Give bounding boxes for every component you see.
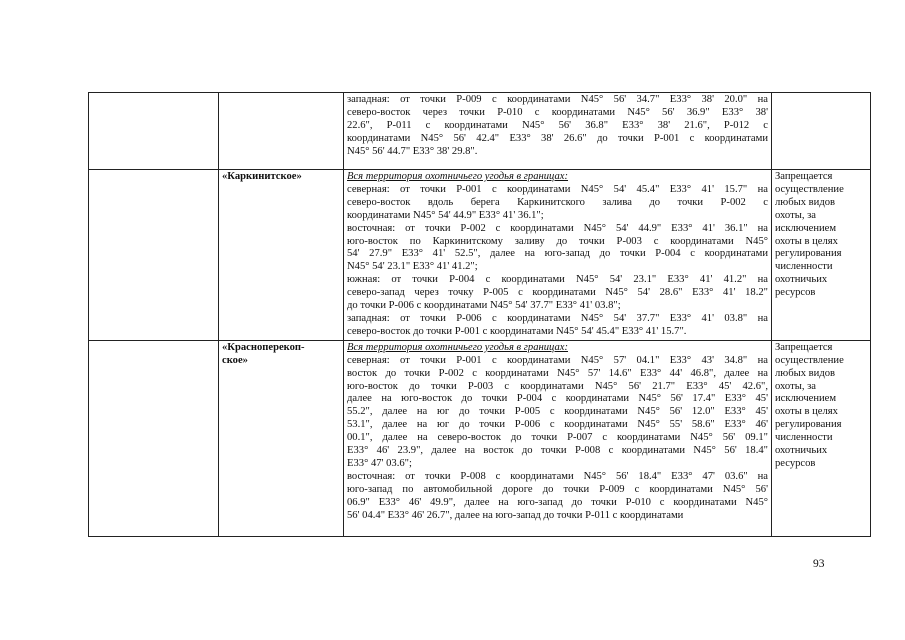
hunting-grounds-table: [88, 92, 871, 537]
boundary-description-cell: [344, 170, 772, 341]
boundary-line: северо-восток до точки P-001 с координатами N45° 54' 45.4" E33° 41' 15.7".: [347, 325, 687, 337]
table-row: [89, 93, 871, 170]
boundary-line: южная: от точки P-004 с координатами N45° 54' 23.1" E33° 41' 41.2" на: [347, 274, 768, 286]
boundary-line: E33° 47' 03.6";: [347, 457, 412, 469]
boundary-line: E33° 46' 23.9", далее на восток до точки P-008 с координатами N45° 56' 18.4": [347, 445, 768, 457]
ground-name-line: «Красноперекоп-: [222, 341, 305, 353]
restriction-line: любых видов: [775, 196, 836, 208]
boundary-line: восточная: от точки P-002 с координатами N45° 54' 44.9" E33° 41' 36.1" на: [347, 222, 768, 234]
restriction-line: регулирования: [775, 248, 842, 260]
boundary-line: восток до точки P-002 с координатами N45° 57' 14.6" E33° 44' 46.8", далее на: [347, 367, 768, 379]
restriction-line: осуществление: [775, 183, 844, 195]
restriction-line: Запрещается: [775, 171, 833, 182]
boundary-line: северо-запад через точку P-005 с координатами N45° 54' 28.6" E33° 41' 18.2": [347, 287, 768, 299]
restriction-line: исключением: [775, 222, 837, 234]
restriction-line: регулирования: [775, 419, 842, 431]
restriction-line: численности: [775, 261, 833, 273]
restriction-cell: [772, 93, 871, 170]
restriction-cell: [772, 170, 871, 341]
ground-name-cell: [219, 170, 344, 341]
restriction-line: ресурсов: [775, 457, 816, 469]
restriction-line: Запрещается: [775, 341, 833, 353]
empty-cell: [89, 170, 219, 341]
boundary-line: координатами N45° 54' 44.9" E33° 41' 36.1";: [347, 209, 544, 221]
boundary-line: 53.1", далее на юг до точки P-006 с координатами N45° 55' 58.6" E33° 46': [347, 419, 768, 431]
restriction-line: численности: [775, 432, 833, 444]
empty-cell: [89, 340, 219, 536]
restriction-line: любых видов: [775, 367, 836, 379]
restriction-line: охоты в целях: [775, 406, 838, 418]
boundary-line: юго-восток по Каркинитскому заливу до точки P-003 с координатами N45°: [347, 235, 768, 247]
boundary-line: юго-восток до точки P-003 с координатами N45° 56' 21.7" E33° 45' 42.6",: [347, 380, 768, 392]
ground-name-cell: [219, 93, 344, 170]
boundary-line: 00.1", далее на северо-восток до точки P-007 с координатами N45° 56' 09.1": [347, 432, 768, 444]
boundary-line: восточная: от точки P-008 с координатами N45° 56' 18.4" E33° 47' 03.6" на: [347, 470, 768, 482]
boundary-line: 22.6", P-011 с координатами N45° 56' 36.8" E33° 38' 21.6", P-012 с: [347, 119, 768, 131]
boundary-description-cell: [344, 93, 772, 170]
restriction-line: охотничьих: [775, 445, 828, 457]
restriction-line: ресурсов: [775, 287, 816, 299]
restriction-line: охоты, за: [775, 380, 817, 392]
boundary-line: 56' 04.4" E33° 46' 26.7", далее на юго-запад до точки P-011 с координатами: [347, 509, 684, 521]
boundary-line: юго-запад по автомобильной дороге до точки P-009 с координатами N45° 56': [347, 483, 768, 495]
restriction-line: исключением: [775, 393, 837, 405]
restriction-cell: [772, 340, 871, 536]
boundary-line: 55.2", далее на юг до точки P-005 с координатами N45° 56' 12.0" E33° 45': [347, 406, 768, 418]
boundary-line: северная: от точки P-001 с координатами N45° 54' 45.4" E33° 41' 15.7" на: [347, 183, 768, 195]
ground-name-cell: [219, 340, 344, 536]
ground-name: «Каркинитское»: [222, 171, 302, 182]
boundary-header: Вся территория охотничьего угодья в границах:: [347, 171, 569, 182]
boundary-line: до точки P-006 с координатами N45° 54' 37.7" E33° 41' 03.8";: [347, 300, 621, 312]
table-row: [89, 170, 871, 341]
boundary-line: N45° 56' 44.7" E33° 38' 29.8".: [347, 145, 478, 157]
boundary-line: 54' 27.9" E33° 41' 52.5", далее на юго-запад до точки P-004 с координатами: [347, 248, 768, 260]
restriction-line: охоты в целях: [775, 235, 838, 247]
ground-name-line: ское»: [222, 354, 248, 366]
restriction-line: охотничьих: [775, 274, 828, 286]
restriction-line: охоты, за: [775, 209, 817, 221]
boundary-line: западная: от точки P-009 с координатами N45° 56' 34.7" E33° 38' 20.0" на: [347, 94, 768, 105]
boundary-line: 06.9" E33° 46' 49.9", далее на юго-запад до точки P-010 с координатами N45°: [347, 496, 768, 508]
restriction-line: осуществление: [775, 354, 844, 366]
boundary-line: западная: от точки P-006 с координатами N45° 54' 37.7" E33° 41' 03.8" на: [347, 312, 768, 324]
table-row: [89, 340, 871, 536]
boundary-line: северная: от точки P-001 с координатами N45° 57' 04.1" E33° 43' 34.8" на: [347, 354, 768, 366]
boundary-line: координатами N45° 56' 42.4" E33° 38' 26.6" до точки P-001 с координатами: [347, 132, 768, 144]
boundary-line: далее на юго-восток до точки P-004 с координатами N45° 56' 17.4" E33° 45': [347, 393, 768, 405]
boundary-header: Вся территория охотничьего угодья в границах:: [347, 341, 569, 353]
boundary-line: N45° 54' 23.1" E33° 41' 41.2";: [347, 261, 478, 273]
empty-cell: [89, 93, 219, 170]
boundary-line: северо-восток через точки P-010 с координатами N45° 56' 36.9" E33° 38': [347, 106, 768, 118]
page-number: 93: [813, 558, 825, 570]
boundary-description-cell: [344, 340, 772, 536]
boundary-line: северо-восток вдоль берега Каркинитского залива до точки P-002 с: [347, 196, 768, 208]
